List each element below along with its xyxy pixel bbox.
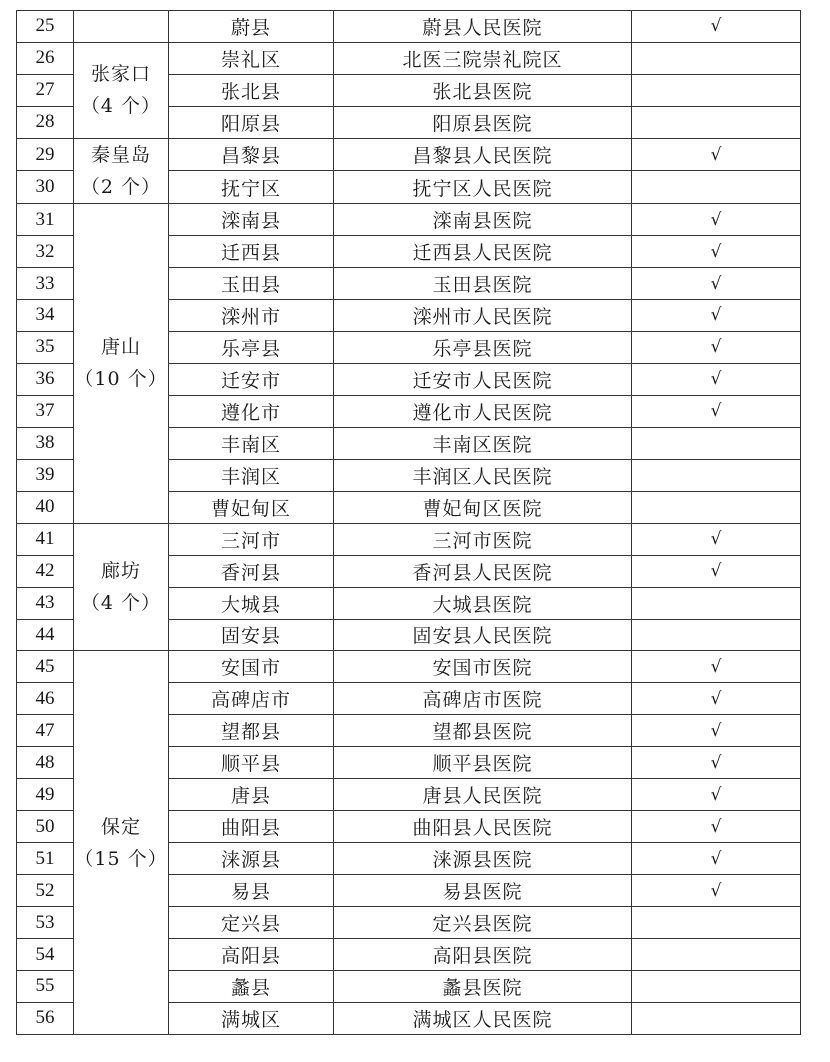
table-row xyxy=(17,138,801,171)
county-cell: 阳原县 xyxy=(169,106,334,138)
county-cell: 易县 xyxy=(169,875,334,907)
hospital-cell: 北医三院崇礼院区 xyxy=(334,42,632,74)
county-cell: 崇礼区 xyxy=(169,42,334,74)
county-cell: 固安县 xyxy=(169,619,334,651)
hospital-cell: 高碑店市医院 xyxy=(334,683,632,715)
county-cell: 安国市 xyxy=(169,651,334,683)
hospital-cell: 定兴县医院 xyxy=(334,907,632,939)
row-number: 31 xyxy=(17,204,74,236)
table-body xyxy=(17,11,801,1035)
city-count: （15 个） xyxy=(74,847,168,870)
hospital-cell: 易县医院 xyxy=(334,875,632,907)
county-cell: 迁安市 xyxy=(169,363,334,395)
checkmark-cell xyxy=(632,491,801,523)
hospital-cell: 滦南县医院 xyxy=(334,204,632,236)
city-count: （10 个） xyxy=(74,368,168,391)
row-number: 51 xyxy=(17,843,74,875)
hospital-cell: 丰南区医院 xyxy=(334,427,632,459)
hospital-cell: 迁西县人民医院 xyxy=(334,236,632,268)
row-number: 32 xyxy=(17,236,74,268)
row-number: 25 xyxy=(17,11,74,43)
city-cell xyxy=(74,138,169,203)
checkmark-cell: √ xyxy=(632,11,801,43)
hospital-cell: 大城县医院 xyxy=(334,587,632,619)
hospital-cell: 阳原县医院 xyxy=(334,106,632,138)
checkmark-cell xyxy=(632,459,801,491)
county-cell: 蠡县 xyxy=(169,971,334,1003)
city-name: 秦皇岛 xyxy=(90,143,151,166)
county-cell: 丰南区 xyxy=(169,427,334,459)
checkmark-cell: √ xyxy=(632,268,801,300)
hospital-cell: 张北县医院 xyxy=(334,74,632,106)
row-number: 26 xyxy=(17,42,74,74)
table-row xyxy=(17,11,801,43)
hospital-cell: 遵化市人民医院 xyxy=(334,395,632,427)
county-cell: 曹妃甸区 xyxy=(169,491,334,523)
hospital-cell: 顺平县医院 xyxy=(334,747,632,779)
checkmark-cell: √ xyxy=(632,875,801,907)
hospital-cell: 固安县人民医院 xyxy=(334,619,632,651)
row-number: 52 xyxy=(17,875,74,907)
row-number: 39 xyxy=(17,459,74,491)
row-number: 42 xyxy=(17,555,74,587)
hospital-cell: 滦州市人民医院 xyxy=(334,299,632,331)
hospital-cell: 涞源县医院 xyxy=(334,843,632,875)
row-number: 55 xyxy=(17,971,74,1003)
checkmark-cell: √ xyxy=(632,683,801,715)
checkmark-cell: √ xyxy=(632,555,801,587)
county-cell: 三河市 xyxy=(169,523,334,555)
city-cell xyxy=(74,651,169,1035)
city-name: 张家口 xyxy=(90,63,151,86)
row-number: 37 xyxy=(17,395,74,427)
hospital-cell: 昌黎县人民医院 xyxy=(334,138,632,171)
county-cell: 张北县 xyxy=(169,74,334,106)
city-cell xyxy=(74,42,169,138)
checkmark-cell xyxy=(632,106,801,138)
county-cell: 玉田县 xyxy=(169,268,334,300)
checkmark-cell: √ xyxy=(632,204,801,236)
county-cell: 昌黎县 xyxy=(169,138,334,171)
hospital-cell: 抚宁区人民医院 xyxy=(334,171,632,204)
row-number: 48 xyxy=(17,747,74,779)
row-number: 40 xyxy=(17,491,74,523)
checkmark-cell: √ xyxy=(632,715,801,747)
row-number: 44 xyxy=(17,619,74,651)
row-number: 41 xyxy=(17,523,74,555)
hospital-cell: 蠡县医院 xyxy=(334,971,632,1003)
row-number: 45 xyxy=(17,651,74,683)
county-cell: 高阳县 xyxy=(169,939,334,971)
table-row xyxy=(17,42,801,74)
hospital-cell: 安国市医院 xyxy=(334,651,632,683)
checkmark-cell: √ xyxy=(632,395,801,427)
row-number: 36 xyxy=(17,363,74,395)
city-cell xyxy=(74,523,169,651)
table-row xyxy=(17,651,801,683)
checkmark-cell: √ xyxy=(632,523,801,555)
hospital-cell: 玉田县医院 xyxy=(334,268,632,300)
county-cell: 遵化市 xyxy=(169,395,334,427)
checkmark-cell xyxy=(632,1002,801,1034)
county-cell: 顺平县 xyxy=(169,747,334,779)
row-number: 49 xyxy=(17,779,74,811)
row-number: 30 xyxy=(17,171,74,204)
county-cell: 滦南县 xyxy=(169,204,334,236)
row-number: 27 xyxy=(17,74,74,106)
checkmark-cell xyxy=(632,171,801,204)
county-cell: 望都县 xyxy=(169,715,334,747)
checkmark-cell xyxy=(632,587,801,619)
hospital-list-table xyxy=(16,10,801,1035)
checkmark-cell xyxy=(632,619,801,651)
row-number: 56 xyxy=(17,1002,74,1034)
county-cell: 唐县 xyxy=(169,779,334,811)
hospital-cell: 丰润区人民医院 xyxy=(334,459,632,491)
county-cell: 高碑店市 xyxy=(169,683,334,715)
checkmark-cell xyxy=(632,971,801,1003)
checkmark-cell: √ xyxy=(632,843,801,875)
checkmark-cell: √ xyxy=(632,779,801,811)
hospital-cell: 曹妃甸区医院 xyxy=(334,491,632,523)
checkmark-cell: √ xyxy=(632,138,801,171)
county-cell: 满城区 xyxy=(169,1002,334,1034)
row-number: 50 xyxy=(17,811,74,843)
city-name: 唐山 xyxy=(100,336,141,359)
checkmark-cell xyxy=(632,907,801,939)
checkmark-cell: √ xyxy=(632,236,801,268)
checkmark-cell xyxy=(632,939,801,971)
hospital-cell: 曲阳县人民医院 xyxy=(334,811,632,843)
row-number: 38 xyxy=(17,427,74,459)
row-number: 33 xyxy=(17,268,74,300)
hospital-cell: 望都县医院 xyxy=(334,715,632,747)
county-cell: 涞源县 xyxy=(169,843,334,875)
checkmark-cell: √ xyxy=(632,363,801,395)
hospital-cell: 蔚县人民医院 xyxy=(334,11,632,43)
city-name: 廊坊 xyxy=(100,560,141,583)
county-cell: 香河县 xyxy=(169,555,334,587)
city-count: （4 个） xyxy=(80,592,162,615)
county-cell: 抚宁区 xyxy=(169,171,334,204)
city-count: （2 个） xyxy=(80,175,162,198)
row-number: 47 xyxy=(17,715,74,747)
hospital-cell: 乐亭县医院 xyxy=(334,331,632,363)
table-row xyxy=(17,204,801,236)
hospital-cell: 三河市医院 xyxy=(334,523,632,555)
checkmark-cell: √ xyxy=(632,747,801,779)
row-number: 53 xyxy=(17,907,74,939)
row-number: 46 xyxy=(17,683,74,715)
county-cell: 定兴县 xyxy=(169,907,334,939)
hospital-cell: 高阳县医院 xyxy=(334,939,632,971)
county-cell: 迁西县 xyxy=(169,236,334,268)
hospital-cell: 香河县人民医院 xyxy=(334,555,632,587)
checkmark-cell xyxy=(632,74,801,106)
row-number: 29 xyxy=(17,138,74,171)
county-cell: 曲阳县 xyxy=(169,811,334,843)
row-number: 54 xyxy=(17,939,74,971)
city-cell xyxy=(74,11,169,43)
hospital-cell: 满城区人民医院 xyxy=(334,1002,632,1034)
checkmark-cell xyxy=(632,42,801,74)
hospital-cell: 唐县人民医院 xyxy=(334,779,632,811)
checkmark-cell: √ xyxy=(632,811,801,843)
row-number: 34 xyxy=(17,299,74,331)
row-number: 35 xyxy=(17,331,74,363)
hospital-cell: 迁安市人民医院 xyxy=(334,363,632,395)
county-cell: 滦州市 xyxy=(169,299,334,331)
row-number: 28 xyxy=(17,106,74,138)
row-number: 43 xyxy=(17,587,74,619)
county-cell: 丰润区 xyxy=(169,459,334,491)
city-count: （4 个） xyxy=(80,95,162,118)
checkmark-cell xyxy=(632,427,801,459)
checkmark-cell: √ xyxy=(632,299,801,331)
county-cell: 乐亭县 xyxy=(169,331,334,363)
county-cell: 蔚县 xyxy=(169,11,334,43)
checkmark-cell: √ xyxy=(632,331,801,363)
table-row xyxy=(17,523,801,555)
county-cell: 大城县 xyxy=(169,587,334,619)
city-cell xyxy=(74,204,169,524)
checkmark-cell: √ xyxy=(632,651,801,683)
city-name: 保定 xyxy=(100,815,141,838)
